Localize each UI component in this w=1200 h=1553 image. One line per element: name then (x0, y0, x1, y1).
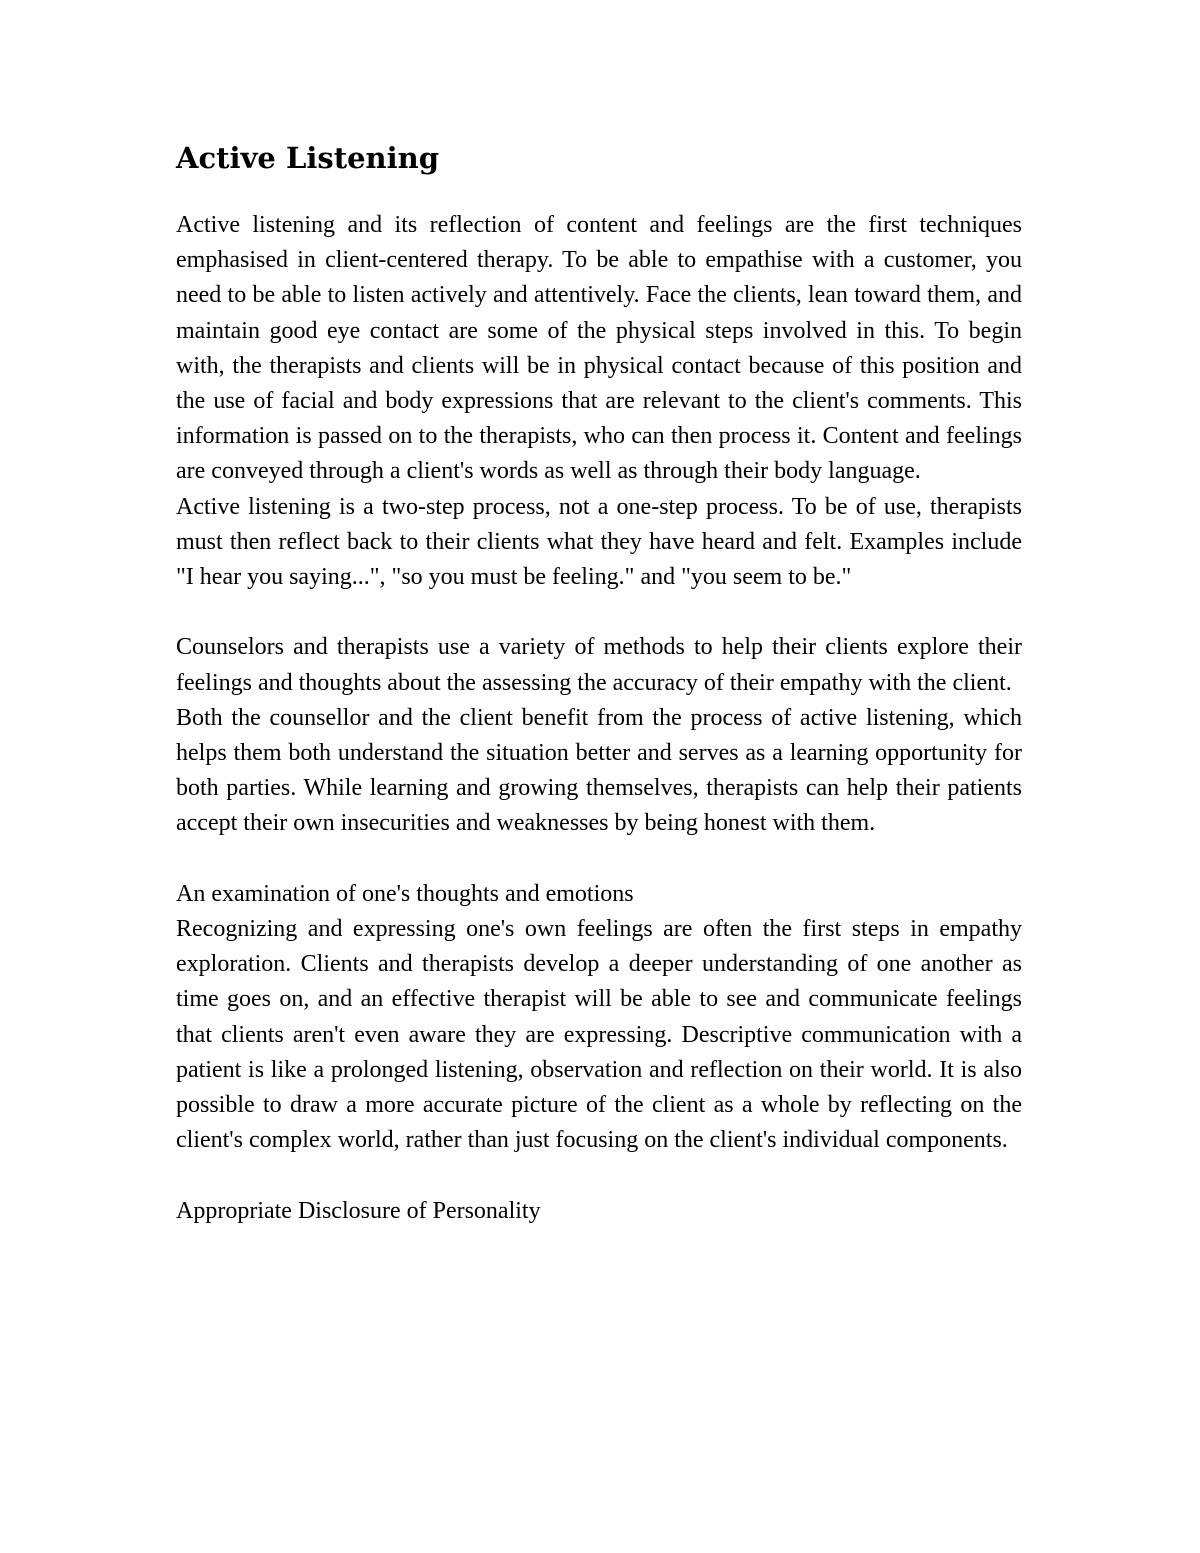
paragraph-gap (176, 1158, 1022, 1193)
paragraph-gap (176, 595, 1022, 630)
paragraph-counselors-methods: Counselors and therapists use a variety of methods to help their clients explore their feelings and thoughts about the assessing the accuracy of their empathy with the client. (176, 634, 1022, 696)
section-heading-disclosure: Appropriate Disclosure of Personality (176, 1197, 541, 1224)
paragraph-active-listening-intro: Active listening and its reflection of content and feelings are the first techniques emphasised in client-centered therapy. To be able to empathise with a customer, you need to be able to listen actively and attentively. Face the clients, lean toward them, and maintain good eye contact are some of the physical steps involved in this. To begin with, the therapists and clients will be in physical contact because of this position and the use of facial and body expressions that are relevant to the client's comments. This information is passed on to the therapists, who can then process it. Content and feelings are conveyed through a client's words as well as through their body language. (176, 212, 1022, 485)
paragraph-recognizing-feelings: Recognizing and expressing one's own feelings are often the first steps in empathy exploration. Clients and therapists develop a deeper understanding of one another as time goes on, and an effective therapist will be able to see and communicate feelings that clients aren't even aware they are expressing. Descriptive communication with a patient is like a prolonged listening, observation and reflection on their world. It is also possible to draw a more accurate picture of the client as a whole by reflecting on the client's complex world, rather than just focusing on the client's individual components. (176, 916, 1022, 1154)
paragraph-gap (176, 842, 1022, 877)
document-page (176, 138, 1022, 1229)
paragraph-both-benefit: Both the counsellor and the client benefit from the process of active listening, which helps them both understand the situation better and serves as a learning opportunity for both parties. While learning and growing themselves, therapists can help their patients accept their own insecurities and weaknesses by being honest with them. (176, 704, 1022, 837)
page-title: Active Listening (176, 141, 440, 175)
paragraph-two-step-process: Active listening is a two-step process, not a one-step process. To be of use, therapists must then reflect back to their clients what they have heard and felt. Examples include "I hear you saying...", "so you must be feeling." and "you seem to be." (176, 493, 1022, 591)
section-heading-examination: An examination of one's thoughts and emotions (176, 880, 634, 907)
